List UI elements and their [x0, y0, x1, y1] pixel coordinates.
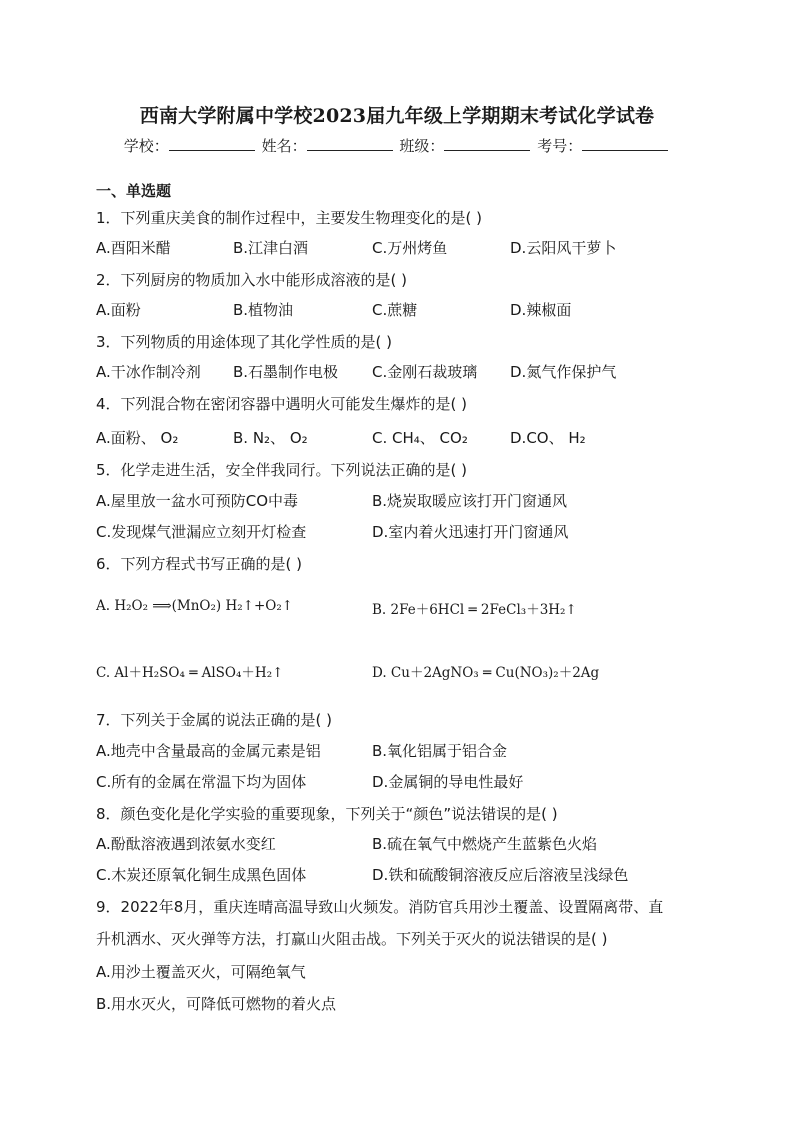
question-6-option-d[interactable]: D. Cu＋2AgNO₃ ═ Cu(NO₃)₂＋2Ag [372, 665, 600, 681]
question-1-option-b[interactable]: B.江津白酒 [233, 239, 309, 257]
question-1-option-d[interactable]: D.云阳风干萝卜 [510, 239, 617, 257]
question-9-option-a[interactable]: A.用沙土覆盖灭火，可隔绝氧气 [96, 963, 306, 981]
question-1-option-a[interactable]: A.酉阳米醋 [96, 239, 171, 257]
question-2-option-b[interactable]: B.植物油 [233, 301, 294, 319]
question-6-option-b[interactable]: B. 2Fe＋6HCl ═ 2FeCl₃＋3H₂↑ [372, 602, 577, 618]
exam-number-blank[interactable] [582, 137, 668, 151]
school-blank[interactable] [169, 137, 255, 151]
question-6-option-a[interactable]: A. H₂O₂ ⟹(MnO₂) H₂↑+O₂↑ [96, 598, 294, 614]
question-2-option-d[interactable]: D.辣椒面 [510, 301, 572, 319]
question-2-option-c[interactable]: C.蔗糖 [372, 301, 418, 319]
question-3-option-d[interactable]: D.氮气作保护气 [510, 363, 617, 381]
question-9-stem-line-1: 9．2022年8月，重庆连晴高温导致山火频发。消防官兵用沙土覆盖、设置隔离带、直 [96, 898, 664, 916]
class-label: 班级： [399, 137, 445, 155]
question-8-option-b[interactable]: B.硫在氧气中燃烧产生蓝紫色火焰 [372, 835, 598, 853]
question-8-option-d[interactable]: D.铁和硫酸铜溶液反应后溶液呈浅绿色 [372, 866, 629, 884]
question-5-option-a[interactable]: A.屋里放一盆水可预防CO中毒 [96, 492, 299, 510]
question-2-option-a[interactable]: A.面粉 [96, 301, 141, 319]
question-4-stem: 4．下列混合物在密闭容器中遇明火可能发生爆炸的是( ) [96, 395, 468, 413]
section-heading: 一、单选题 [96, 182, 172, 200]
question-7-option-b[interactable]: B.氧化铝属于铝合金 [372, 742, 508, 760]
question-4-option-b[interactable]: B. N₂、 O₂ [233, 429, 308, 447]
question-3-option-b[interactable]: B.石墨制作电极 [233, 363, 339, 381]
question-3-option-c[interactable]: C.金刚石裁玻璃 [372, 363, 478, 381]
name-blank[interactable] [307, 137, 393, 151]
question-7-option-c[interactable]: C.所有的金属在常温下均为固体 [96, 773, 307, 791]
question-9-option-b[interactable]: B.用水灭火，可降低可燃物的着火点 [96, 995, 337, 1013]
question-5-option-b[interactable]: B.烧炭取暖应该打开门窗通风 [372, 492, 568, 510]
exam-number-label: 考号： [537, 137, 583, 155]
school-label: 学校： [123, 137, 169, 155]
question-6-stem: 6．下列方程式书写正确的是( ) [96, 555, 303, 573]
question-4-option-c[interactable]: C. CH₄、 CO₂ [372, 429, 468, 447]
question-3-stem: 3．下列物质的用途体现了其化学性质的是( ) [96, 333, 393, 351]
question-1-stem: 1．下列重庆美食的制作过程中，主要发生物理变化的是( ) [96, 209, 483, 227]
question-8-stem: 8．颜色变化是化学实验的重要现象，下列关于“颜色”说法错误的是( ) [96, 805, 558, 823]
question-7-option-a[interactable]: A.地壳中含量最高的金属元素是铝 [96, 742, 321, 760]
question-3-option-a[interactable]: A.干冰作制冷剂 [96, 363, 201, 381]
question-4-option-a[interactable]: A.面粉、 O₂ [96, 429, 179, 447]
question-9-stem-line-2: 升机洒水、灭火弹等方法，打赢山火阻击战。下列关于灭火的说法错误的是( ) [96, 930, 608, 948]
question-5-option-d[interactable]: D.室内着火迅速打开门窗通风 [372, 523, 569, 541]
question-5-stem: 5．化学走进生活，安全伴我同行。下列说法正确的是( ) [96, 461, 468, 479]
name-label: 姓名： [261, 137, 307, 155]
question-7-option-d[interactable]: D.金属铜的导电性最好 [372, 773, 524, 791]
student-info-line [0, 135, 794, 156]
question-4-option-d[interactable]: D.CO、 H₂ [510, 429, 586, 447]
exam-title: 西南大学附属中学校2023届九年级上学期期末考试化学试卷 [139, 105, 655, 127]
question-8-option-a[interactable]: A.酚酞溶液遇到浓氨水变红 [96, 835, 276, 853]
class-blank[interactable] [444, 137, 530, 151]
question-5-option-c[interactable]: C.发现煤气泄漏应立刻开灯检查 [96, 523, 307, 541]
question-6-option-c[interactable]: C. Al＋H₂SO₄ ═ AlSO₄＋H₂↑ [96, 665, 284, 681]
question-8-option-c[interactable]: C.木炭还原氧化铜生成黑色固体 [96, 866, 307, 884]
question-7-stem: 7．下列关于金属的说法正确的是( ) [96, 711, 333, 729]
question-1-option-c[interactable]: C.万州烤鱼 [372, 239, 448, 257]
question-2-stem: 2．下列厨房的物质加入水中能形成溶液的是( ) [96, 271, 408, 289]
